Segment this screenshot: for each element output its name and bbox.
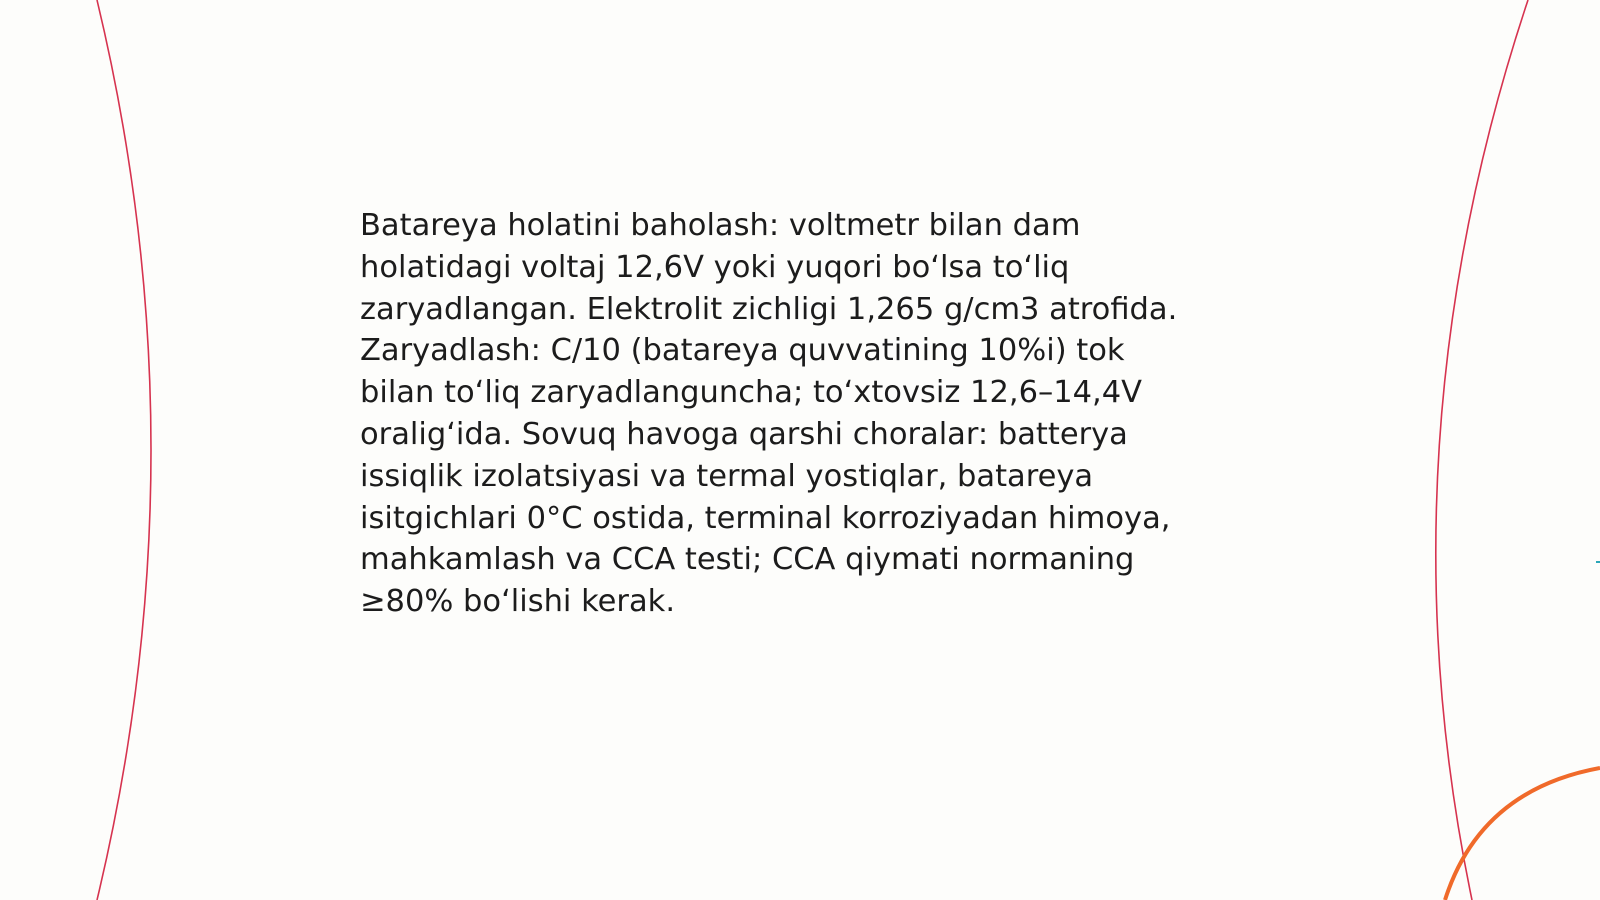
- body-text-line: oralig‘ida. Sovuq havoga qarshi choralar: batterya: [360, 416, 1128, 452]
- left-red-arc: [97, 0, 151, 900]
- body-text-line: Zaryadlash: C/10 (batareya quvvatining 10%i) tok: [360, 333, 1125, 369]
- body-text-line: ≥80% bo‘lishi kerak.: [360, 584, 676, 620]
- right-red-arc: [1436, 0, 1528, 900]
- body-text-line: Batareya holatini baholash: voltmetr bilan dam: [360, 208, 1081, 243]
- body-text: [360, 205, 1240, 623]
- body-text-line: zaryadlangan. Elektrolit zichligi 1,265 g/cm3 atrofida.: [360, 291, 1178, 327]
- body-text-line: bilan to‘liq zaryadlanguncha; to‘xtovsiz 12,6–14,4V: [360, 375, 1142, 411]
- body-text-line: isitgichlari 0°C ostida, terminal korroziyadan himoya,: [360, 500, 1171, 536]
- body-text-line: holatidagi voltaj 12,6V yoki yuqori bo‘lsa to‘liq: [360, 249, 1070, 285]
- body-text-line: mahkamlash va CCA testi; CCA qiymati normaning: [360, 542, 1135, 578]
- body-text-line: issiqlik izolatsiyasi va termal yostiqlar, batareya: [360, 458, 1094, 494]
